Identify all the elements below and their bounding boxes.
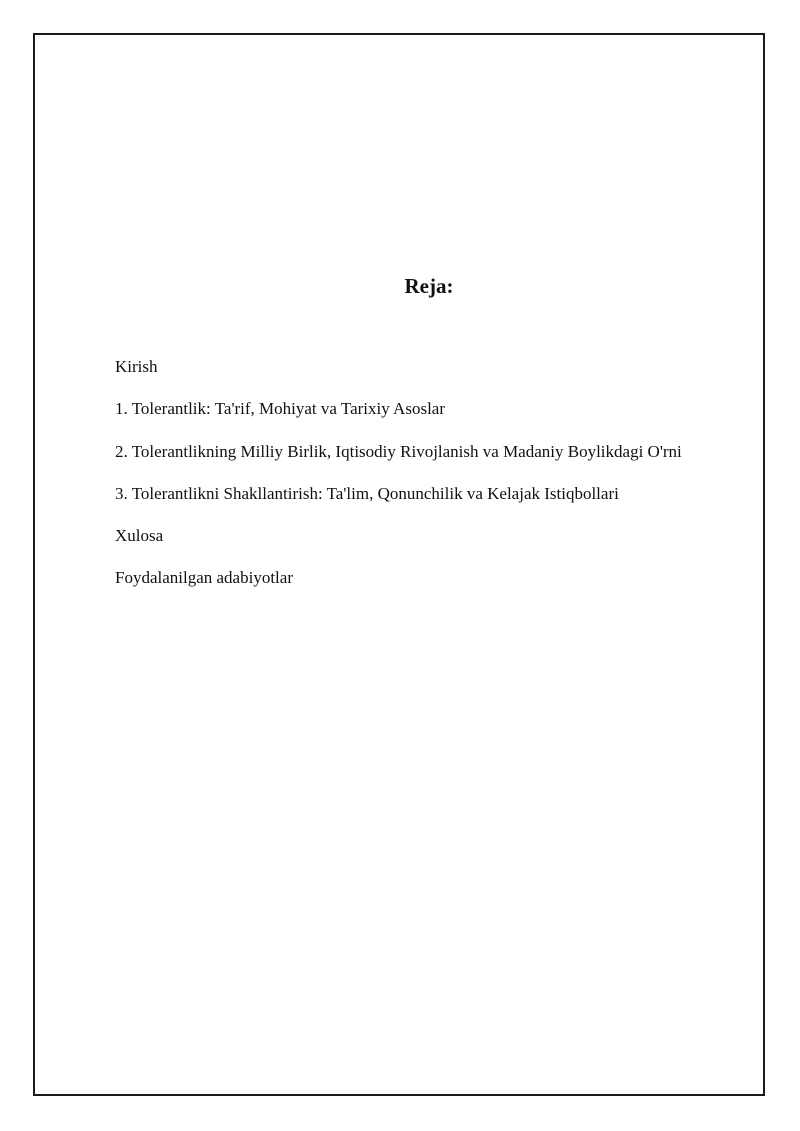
page-title: Reja: (404, 274, 454, 298)
toc-item-references: Foydalanilgan adabiyotlar (115, 568, 293, 587)
toc-item-chapter-2: 2. Tolerantlikning Milliy Birlik, Iqtisodiy Rivojlanish va Madaniy Boylikdagi O'rni (115, 442, 682, 461)
toc-item-chapter-3: 3. Tolerantlikni Shakllantirish: Ta'lim, Qonunchilik va Kelajak Istiqbollari (115, 484, 619, 503)
toc-item-conclusion: Xulosa (115, 526, 164, 545)
toc-item-introduction: Kirish (115, 357, 158, 376)
table-of-contents (115, 352, 715, 605)
toc-item-chapter-1: 1. Tolerantlik: Ta'rif, Mohiyat va Tarixiy Asoslar (115, 399, 445, 418)
